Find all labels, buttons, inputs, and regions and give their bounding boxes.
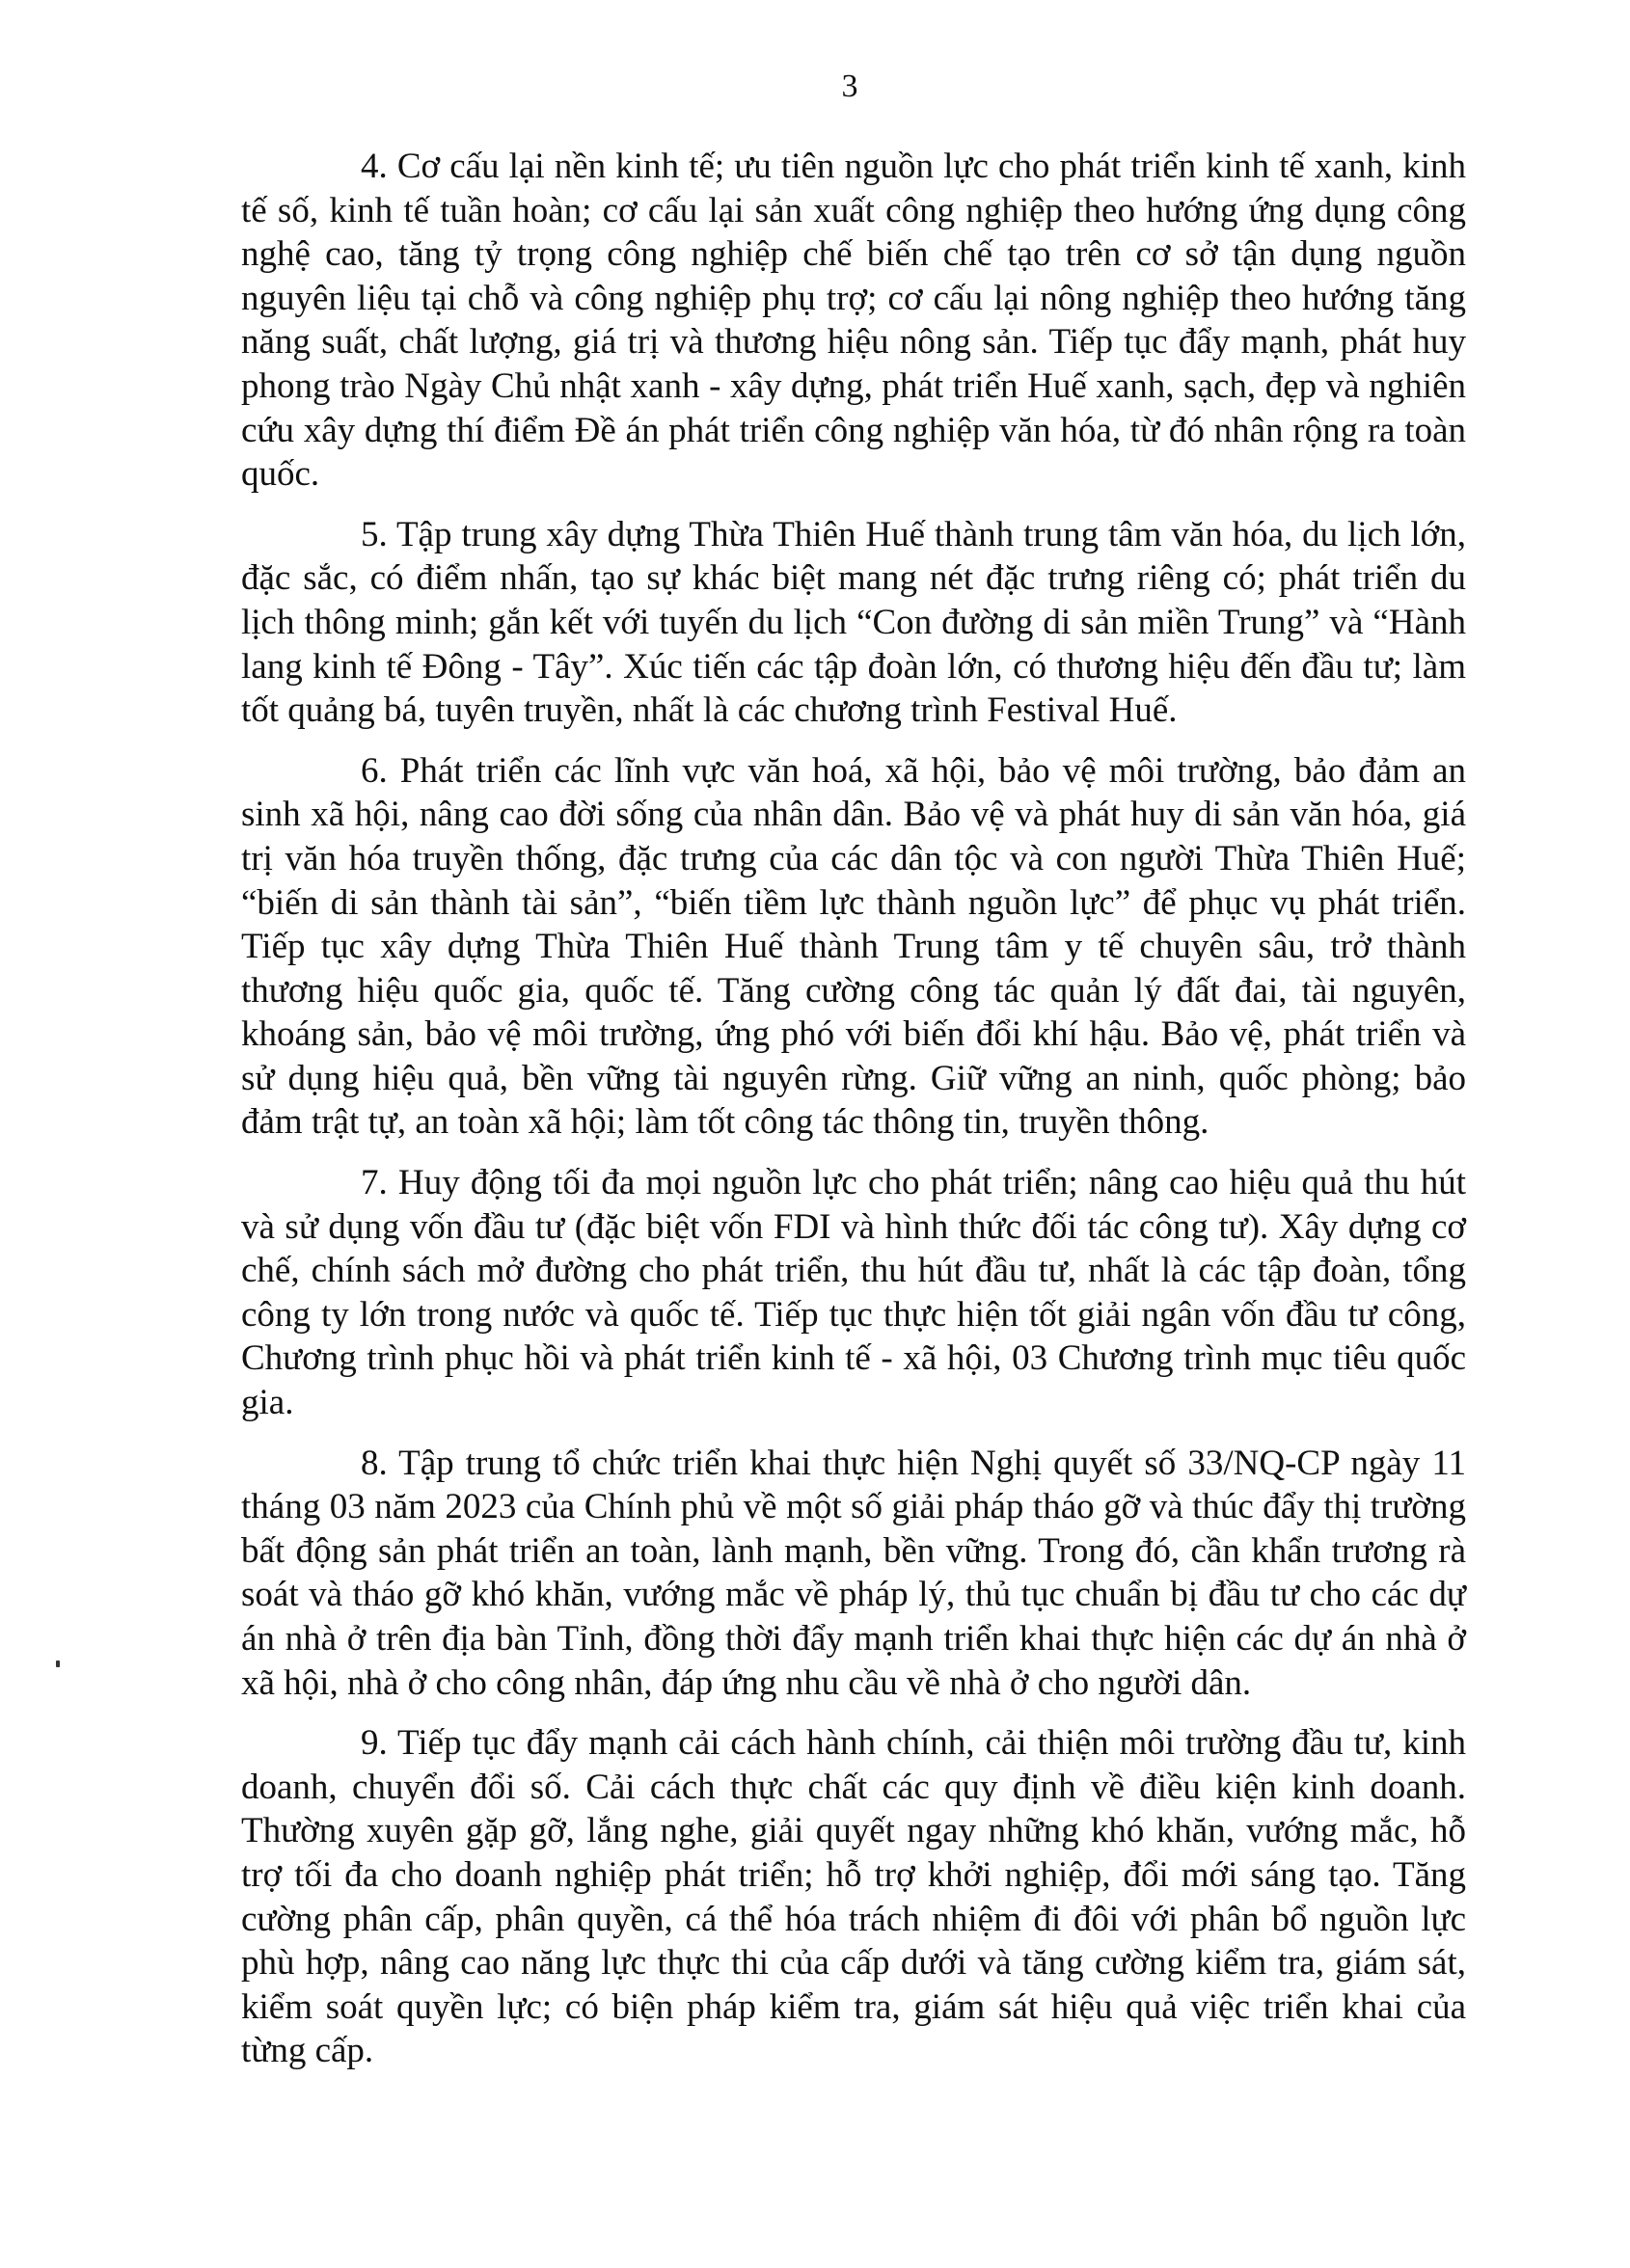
paragraph-8: 8. Tập trung tổ chức triển khai thực hiện Nghị quyết số 33/NQ-CP ngày 11 tháng 03 năm 2023 của Chính phủ về một số giải pháp tháo gỡ và thúc đẩy thị trường bất động sản phát triển an toàn, lành mạnh, bền vững. Trong đó, cần khẩn trương rà soát và tháo gỡ khó khăn, vướng mắc về pháp lý, thủ tục chuẩn bị đầu tư cho các dự án nhà ở trên địa bàn Tỉnh, đồng thời đẩy mạnh triển khai thực hiện các dự án nhà ở xã hội, nhà ở cho công nhân, đáp ứng nhu cầu về nhà ở cho người dân.: [241, 1443, 1466, 1703]
paragraph-7: 7. Huy động tối đa mọi nguồn lực cho phát triển; nâng cao hiệu quả thu hút và sử dụng vốn đầu tư (đặc biệt vốn FDI và hình thức đối tác công tư). Xây dựng cơ chế, chính sách mở đường cho phát triển, thu hút đầu tư, nhất là các tập đoàn, tổng công ty lớn trong nước và quốc tế. Tiếp tục thực hiện tốt giải ngân vốn đầu tư công, Chương trình phục hồi và phát triển kinh tế - xã hội, 03 Chương trình mục tiêu quốc gia.: [241, 1163, 1466, 1423]
scan-speck: [56, 1660, 60, 1667]
paragraph-9: 9. Tiếp tục đẩy mạnh cải cách hành chính, cải thiện môi trường đầu tư, kinh doanh, chuyển đổi số. Cải cách thực chất các quy định về điều kiện kinh doanh. Thường xuyên gặp gỡ, lắng nghe, giải quyết ngay những khó khăn, vướng mắc, hỗ trợ tối đa cho doanh nghiệp phát triển; hỗ trợ khởi nghiệp, đổi mới sáng tạo. Tăng cường phân cấp, phân quyền, cá thể hóa trách nhiệm đi đôi với phân bổ nguồn lực phù hợp, nâng cao năng lực thực thi của cấp dưới và tăng cường kiểm tra, giám sát, kiểm soát quyền lực; có biện pháp kiểm tra, giám sát hiệu quả việc triển khai của từng cấp.: [241, 1723, 1466, 2071]
paragraph-4: 4. Cơ cấu lại nền kinh tế; ưu tiên nguồn lực cho phát triển kinh tế xanh, kinh tế số, kinh tế tuần hoàn; cơ cấu lại sản xuất công nghiệp theo hướng ứng dụng công nghệ cao, tăng tỷ trọng công nghiệp chế biến chế tạo trên cơ sở tận dụng nguồn nguyên liệu tại chỗ và công nghiệp phụ trợ; cơ cấu lại nông nghiệp theo hướng tăng năng suất, chất lượng, giá trị và thương hiệu nông sản. Tiếp tục đẩy mạnh, phát huy phong trào Ngày Chủ nhật xanh - xây dựng, phát triển Huế xanh, sạch, đẹp và nghiên cứu xây dựng thí điểm Đề án phát triển công nghiệp văn hóa, từ đó nhân rộng ra toàn quốc.: [241, 147, 1466, 495]
document-body: [241, 145, 1466, 2090]
paragraph-6: 6. Phát triển các lĩnh vực văn hoá, xã hội, bảo vệ môi trường, bảo đảm an sinh xã hội, nâng cao đời sống của nhân dân. Bảo vệ và phát huy di sản văn hóa, giá trị văn hóa truyền thống, đặc trưng của các dân tộc và con người Thừa Thiên Huế; “biến di sản thành tài sản”, “biến tiềm lực thành nguồn lực” để phục vụ phát triển. Tiếp tục xây dựng Thừa Thiên Huế thành Trung tâm y tế chuyên sâu, trở thành thương hiệu quốc gia, quốc tế. Tăng cường công tác quản lý đất đai, tài nguyên, khoáng sản, bảo vệ môi trường, ứng phó với biến đổi khí hậu. Bảo vệ, phát triển và sử dụng hiệu quả, bền vững tài nguyên rừng. Giữ vững an ninh, quốc phòng; bảo đảm trật tự, an toàn xã hội; làm tốt công tác thông tin, truyền thông.: [241, 750, 1466, 1143]
paragraph-5: 5. Tập trung xây dựng Thừa Thiên Huế thành trung tâm văn hóa, du lịch lớn, đặc sắc, có điểm nhấn, tạo sự khác biệt mang nét đặc trưng riêng có; phát triển du lịch thông minh; gắn kết với tuyến du lịch “Con đường di sản miền Trung” và “Hành lang kinh tế Đông - Tây”. Xúc tiến các tập đoàn lớn, có thương hiệu đến đầu tư; làm tốt quảng bá, tuyên truyền, nhất là các chương trình Festival Huế.: [241, 514, 1466, 731]
page-number: 3: [841, 68, 858, 104]
